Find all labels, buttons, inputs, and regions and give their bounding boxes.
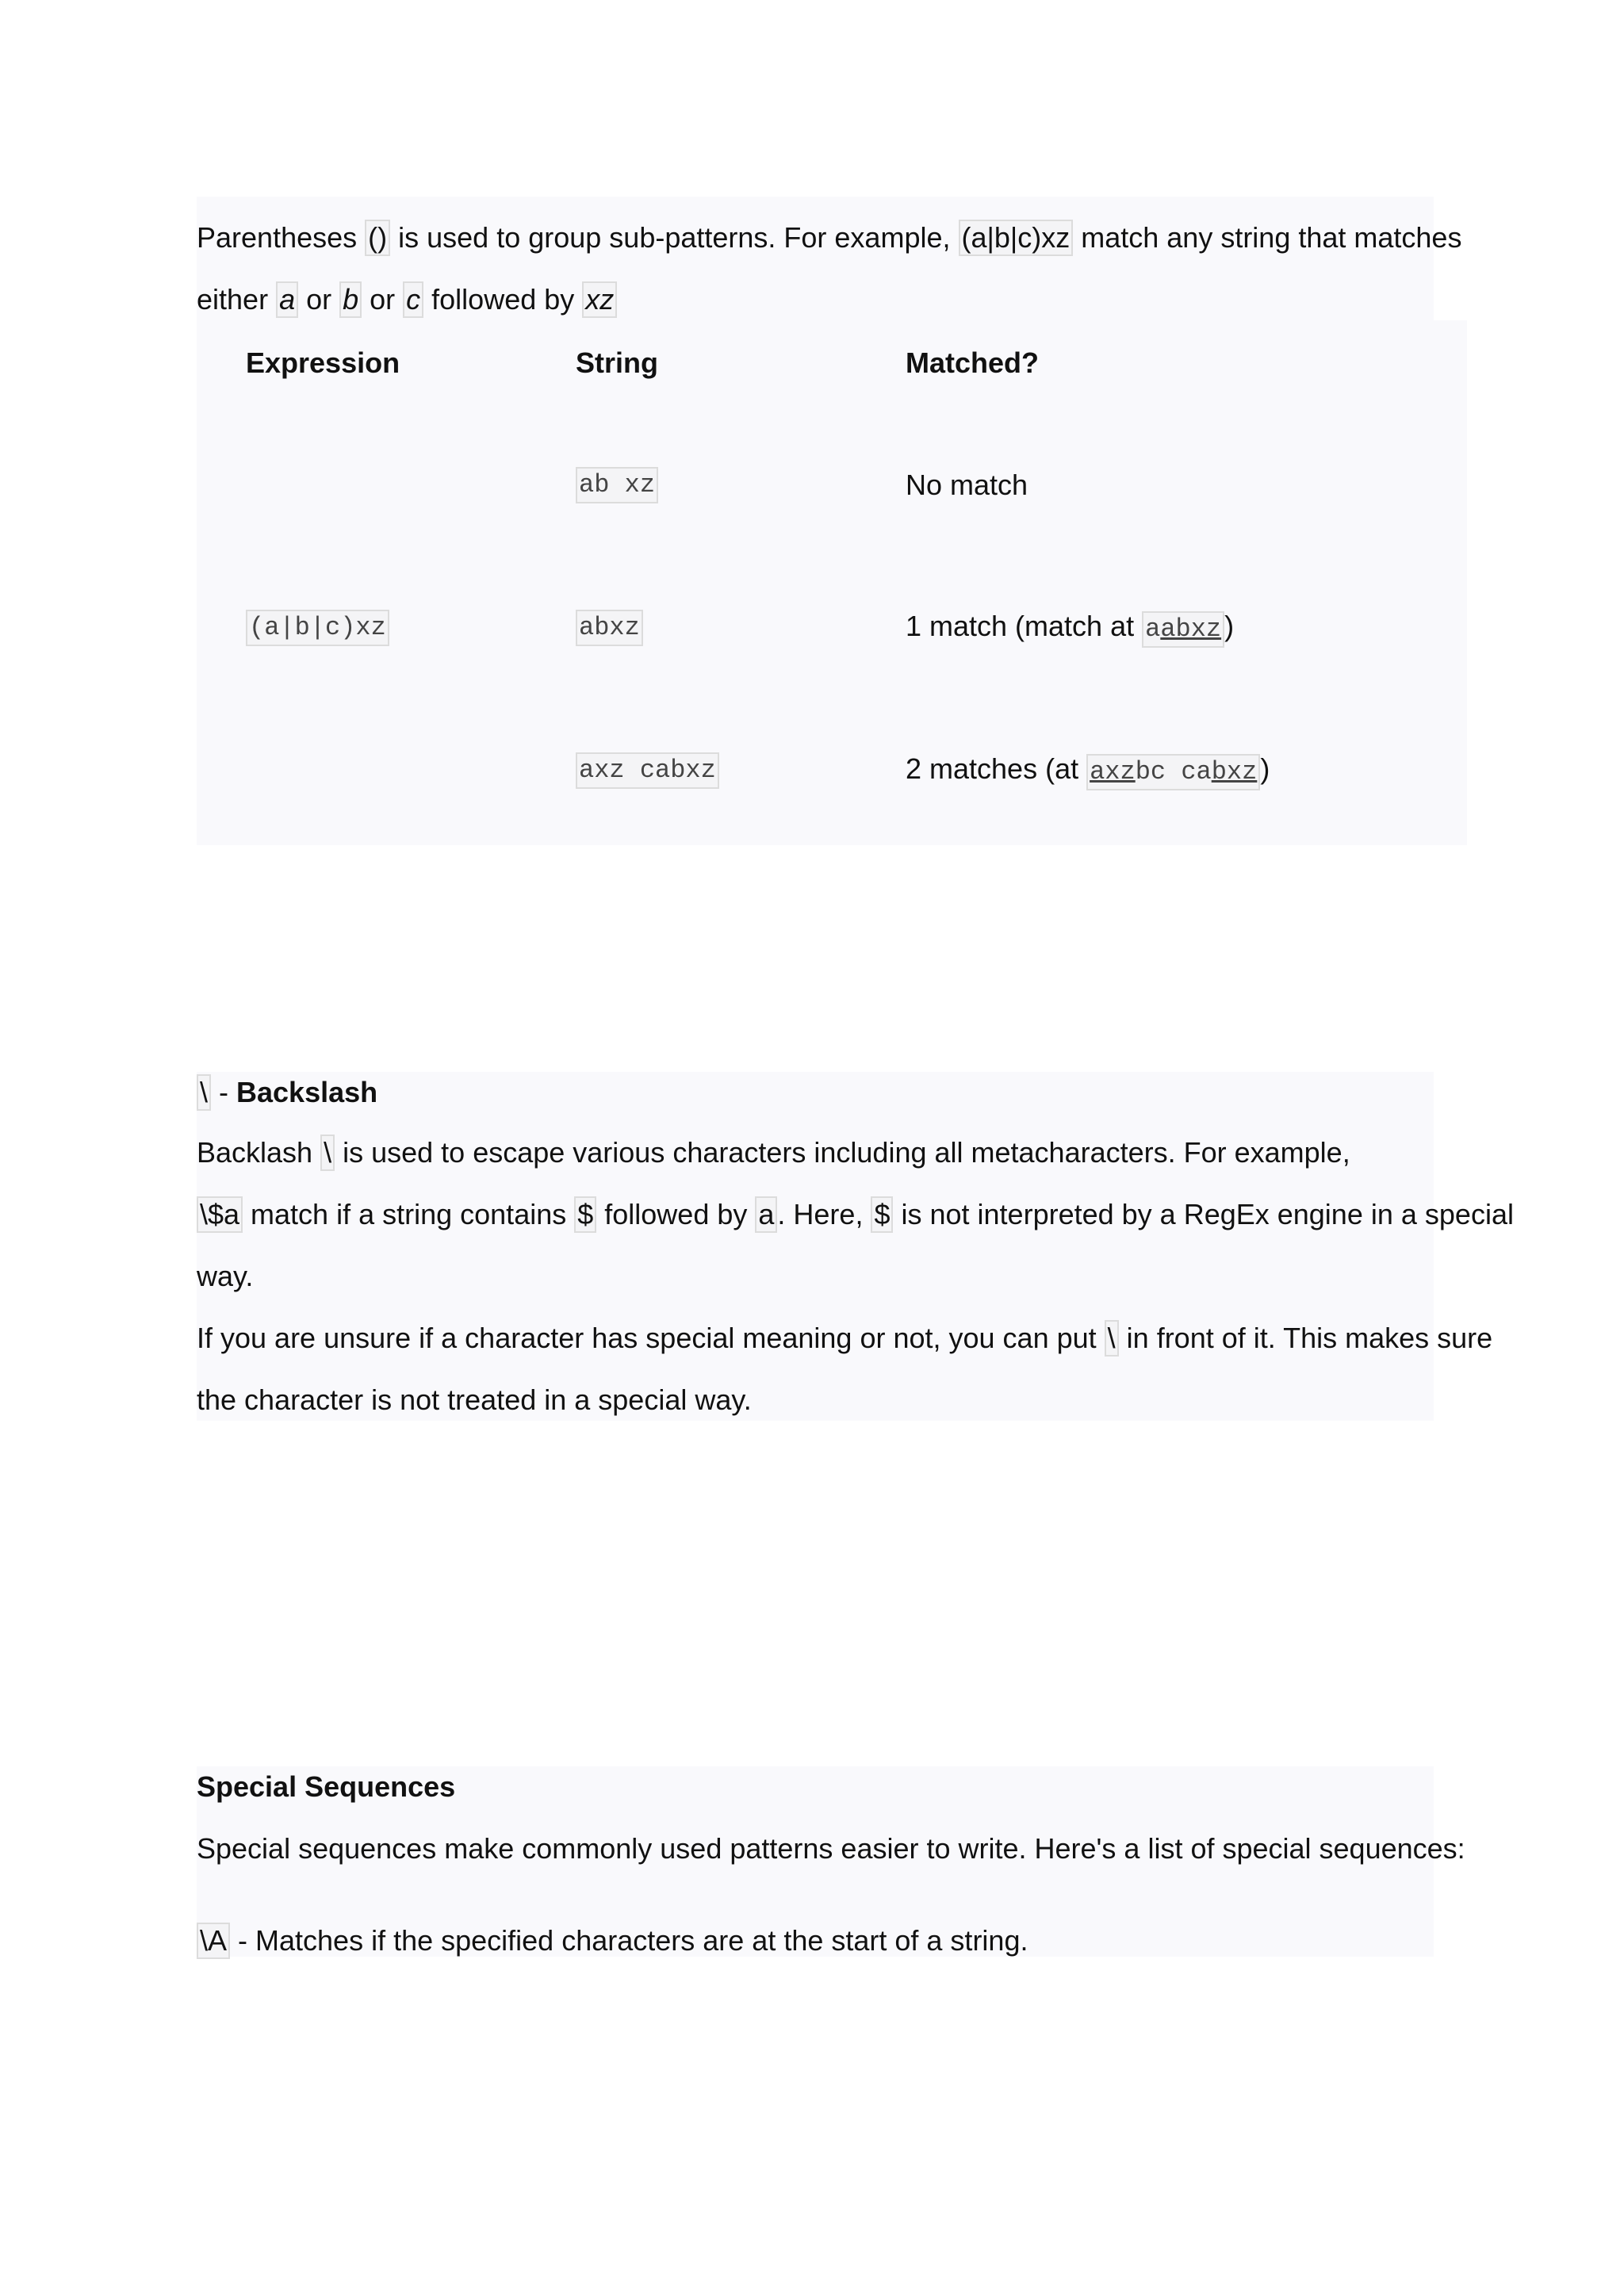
inline-code: c xyxy=(403,281,423,318)
backslash-block xyxy=(197,1072,1434,1421)
text-segment: Backlash xyxy=(197,1136,321,1169)
inline-code: xz xyxy=(582,281,617,318)
match-part: bxz xyxy=(1211,757,1258,786)
result-text: ) xyxy=(1260,752,1270,785)
text-segment: either xyxy=(197,283,277,316)
code-string: ab xz xyxy=(576,467,658,503)
inline-code: a xyxy=(755,1196,777,1233)
match-part: axz xyxy=(1090,757,1136,786)
text-segment: followed by xyxy=(596,1198,756,1230)
code-string: axz cabxz xyxy=(576,752,719,789)
result-text: 2 matches (at xyxy=(906,752,1087,785)
text-segment: - Matches if the specified characters are at the start of a string. xyxy=(230,1924,1028,1957)
table-background xyxy=(197,320,1467,845)
backslash-paragraph-4 xyxy=(197,1319,1492,1357)
backslash-paragraph-3: way. xyxy=(197,1260,254,1292)
inline-code: \ xyxy=(197,1074,211,1111)
text-segment: is used to group sub-patterns. For example, xyxy=(390,221,959,254)
inline-code: \ xyxy=(1105,1320,1119,1357)
backslash-paragraph-2 xyxy=(197,1196,1514,1234)
parentheses-paragraph-2 xyxy=(197,281,617,319)
inline-code: () xyxy=(365,220,390,256)
table-cell-expression xyxy=(246,606,389,646)
text-segment: . Here, xyxy=(777,1198,871,1230)
text-segment: - xyxy=(211,1076,237,1108)
backslash-paragraph-1 xyxy=(197,1134,1350,1172)
match-gap: bc ca xyxy=(1135,757,1212,786)
text-segment: or xyxy=(362,283,404,316)
result-text: 1 match (match at xyxy=(906,610,1143,642)
text-segment: Parentheses xyxy=(197,221,366,254)
text-segment: If you are unsure if a character has special meaning or not, you can put xyxy=(197,1322,1105,1354)
text-segment: or xyxy=(298,283,340,316)
inline-code: \$a xyxy=(197,1196,243,1233)
text-segment: is not interpreted by a RegEx engine in a special xyxy=(893,1198,1514,1230)
text-segment: in front of it. This makes sure xyxy=(1118,1322,1493,1354)
match-highlight xyxy=(1142,611,1224,648)
table-cell-string xyxy=(576,606,643,646)
text-segment: followed by xyxy=(423,283,583,316)
table-cell-string xyxy=(576,463,658,503)
section-heading: Backslash xyxy=(236,1076,378,1108)
table-header-expression: Expression xyxy=(246,346,400,379)
match-highlight xyxy=(1086,754,1260,790)
special-sequences-heading: Special Sequences xyxy=(197,1770,456,1803)
backslash-heading xyxy=(197,1073,377,1112)
special-sequences-intro: Special sequences make commonly used patterns easier to write. Here's a list of special sequences: xyxy=(197,1832,1465,1865)
inline-code: $ xyxy=(574,1196,596,1233)
code-expression: (a|b|c)xz xyxy=(246,610,389,646)
table-header-matched: Matched? xyxy=(906,346,1040,379)
inline-code: \A xyxy=(197,1923,230,1959)
text-segment: match if a string contains xyxy=(243,1198,575,1230)
text-segment: match any string that matches xyxy=(1073,221,1462,254)
match-part: abxz xyxy=(1160,614,1222,644)
table-cell-string xyxy=(576,748,719,789)
backslash-paragraph-5: the character is not treated in a special way. xyxy=(197,1383,752,1416)
table-cell-result xyxy=(906,750,1270,790)
inline-code: (a|b|c)xz xyxy=(959,220,1074,256)
table-header-string: String xyxy=(576,346,658,379)
result-text: ) xyxy=(1224,610,1235,642)
inline-code: $ xyxy=(871,1196,893,1233)
code-string: abxz xyxy=(576,610,643,646)
table-cell-result xyxy=(906,607,1234,648)
inline-code: \ xyxy=(320,1135,335,1171)
inline-code: a xyxy=(276,281,298,318)
special-sequence-item xyxy=(197,1922,1028,1960)
parentheses-paragraph-1 xyxy=(197,219,1461,257)
inline-code: b xyxy=(339,281,362,318)
table-cell-result: No match xyxy=(906,469,1028,501)
match-prefix: a xyxy=(1145,614,1161,644)
text-segment: is used to escape various characters including all metacharacters. For example, xyxy=(335,1136,1350,1169)
